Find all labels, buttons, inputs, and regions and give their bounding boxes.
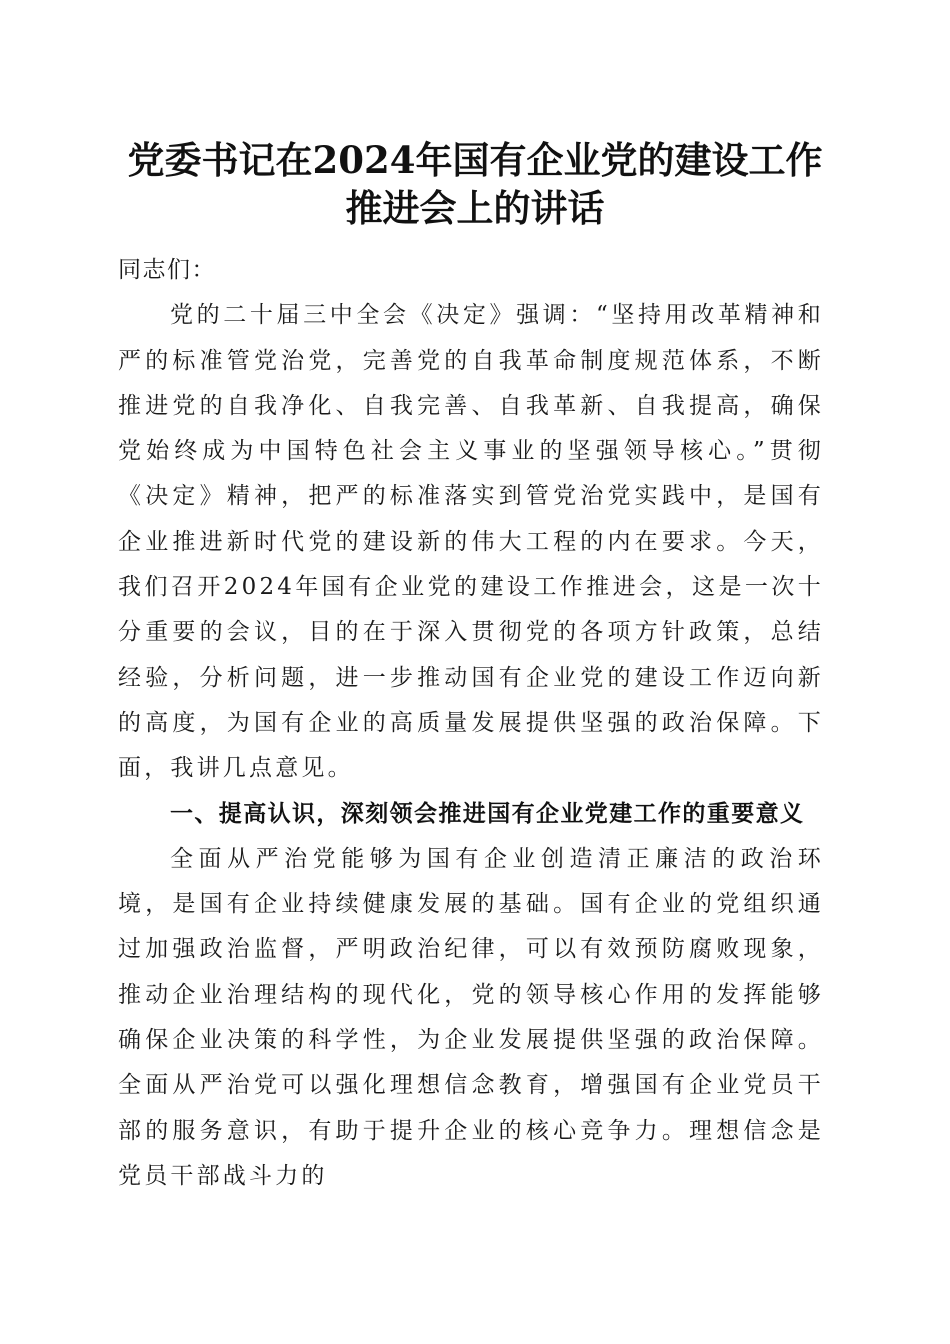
document-title: 党委书记在2024年国有企业党的建设工作推进会上的讲话 [127,138,823,230]
document-body [118,248,824,1199]
intro-paragraph: 党的二十届三中全会《决定》强调：“坚持用改革精神和严的标准管党治党，完善党的自我革命制度规范体系，不断推进党的自我净化、自我完善、自我革新、自我提高，确保党始终成为中国特色社会主义事业的坚强领导核心。”贯彻《决定》精神，把严的标准落实到管党治党实践中，是国有企业推进新时代党的建设新的伟大工程的内在要求。今天，我们召开2024年国有企业党的建设工作推进会，这是一次十分重要的会议，目的在于深入贯彻党的各项方针政策，总结经验，分析问题，进一步推动国有企业党的建设工作迈向新的高度，为国有企业的高质量发展提供坚强的政治保障。下面，我讲几点意见。 [118,302,824,782]
section-heading: 一、提高认识，深刻领会推进国有企业党建工作的重要意义 [170,800,805,827]
section-paragraph: 全面从严治党能够为国有企业创造清正廉洁的政治环境，是国有企业持续健康发展的基础。国有企业的党组织通过加强政治监督，严明政治纪律，可以有效预防腐败现象，推动企业治理结构的现代化，党的领导核心作用的发挥能够确保企业决策的科学性，为企业发展提供坚强的政治保障。全面从严治党可以强化理想信念教育，增强国有企业党员干部的服务意识，有助于提升企业的核心竞争力。理想信念是党员干部战斗力的 [118,845,824,1189]
salutation: 同志们： [118,257,216,283]
